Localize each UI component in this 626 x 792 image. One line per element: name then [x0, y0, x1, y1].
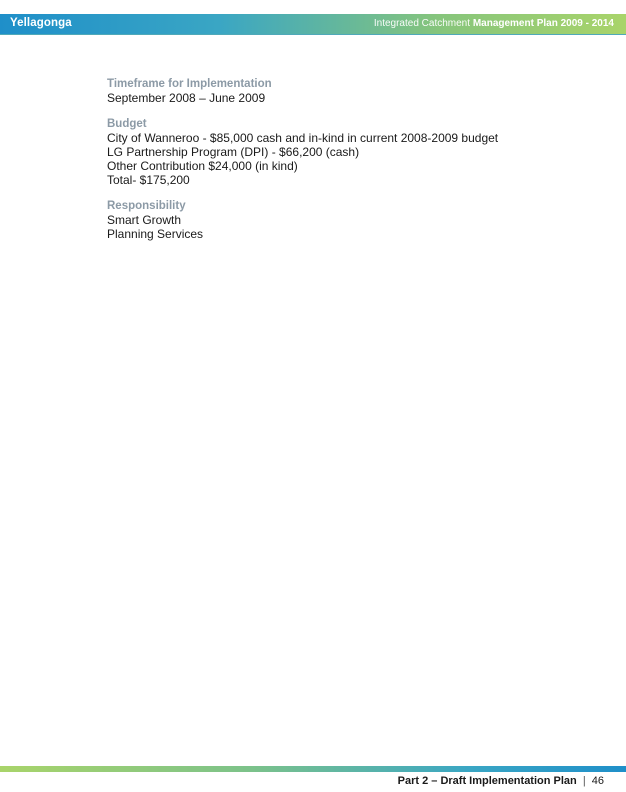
plan-title-main: Management Plan 2009 - 2014: [472, 18, 614, 29]
section-heading: Budget: [107, 118, 147, 130]
footer-bar: [0, 766, 626, 772]
text-line: Other Contribution $24,000 (in kind): [107, 159, 298, 173]
text-line: City of Wanneroo - $85,000 cash and in-kind in current 2008-2009 budget: [107, 131, 499, 145]
plan-title: [374, 18, 614, 29]
section-responsibility: [107, 199, 587, 241]
plan-title-prefix: Integrated Catchment: [373, 18, 471, 29]
section-budget: [107, 117, 587, 187]
section-heading: Responsibility: [107, 200, 186, 212]
document-body: [107, 77, 587, 253]
text-line: Total- $175,200: [107, 173, 190, 187]
text-line: Smart Growth: [107, 213, 182, 227]
section-heading: Timeframe for Implementation: [107, 78, 272, 90]
text-line: LG Partnership Program (DPI) - $66,200 (cash): [107, 145, 360, 159]
section-timeframe: [107, 77, 587, 105]
footer-separator: |: [582, 775, 586, 787]
brand-title: Yellagonga: [10, 17, 72, 29]
footer: [398, 775, 604, 787]
footer-part-label: Part 2 – Draft Implementation Plan: [397, 775, 577, 787]
header-bar: [0, 14, 626, 35]
text-line: Planning Services: [107, 227, 204, 241]
page-number: 46: [591, 775, 604, 787]
text-line: September 2008 – June 2009: [107, 91, 266, 105]
